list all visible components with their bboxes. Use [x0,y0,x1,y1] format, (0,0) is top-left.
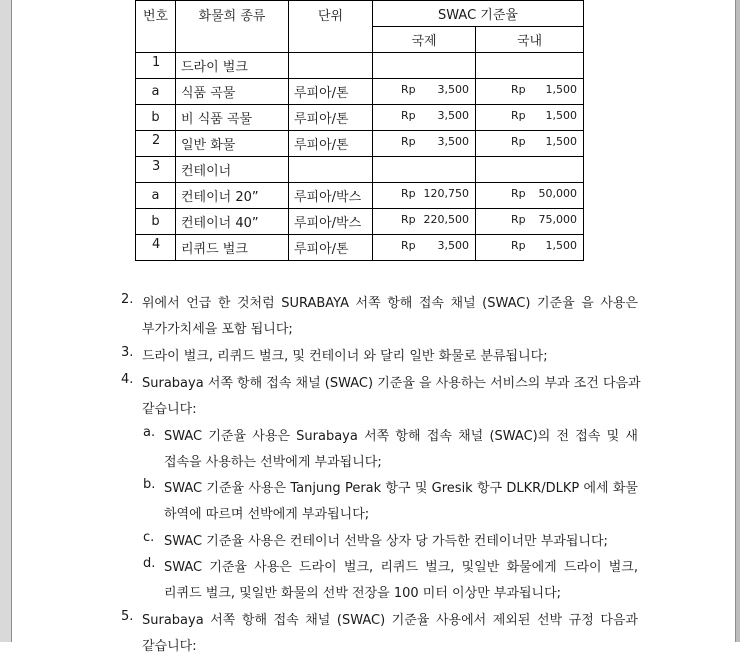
amount: 3,500 [437,135,469,148]
row-number: a [136,183,176,209]
row-number: a [136,79,176,105]
unit: 루피아/톤 [289,131,373,157]
sub-list-text: SWAC 기준율 사용은 드라이 벌크, 리퀴드 벌크, 및일반 화물에게 드라이 벌크, [164,560,638,575]
currency: Rp [401,187,416,200]
sub-list-text: 하역에 따르며 선박에게 부과됩니다; [164,507,370,522]
sub-list-text: 리퀴드 벌크, 및일반 화물의 선박 전장을 100 미터 이상만 부과됩니다; [164,586,562,601]
amount: 3,500 [437,239,469,252]
sub-list-text: 접속을 사용하는 선박에게 부과됩니다; [164,455,382,470]
list-item-text: 부가가치세을 포함 됩니다; [142,322,293,337]
currency: Rp [401,213,416,226]
unit: 루피아/톤 [289,235,373,261]
sub-list-text: SWAC 기준율 사용은 컨테이너 선박을 상자 당 가득한 컨테이너만 부과됩니다; [164,534,608,549]
cargo-type: 컨테이너 [176,157,289,183]
list-number: 4. [121,372,134,387]
header-cargo-type: 화물희 종류 [176,1,289,53]
amount: 220,500 [423,213,469,226]
cargo-type: 컨테이너 40” [176,209,289,235]
sub-list-text: SWAC 기준율 사용은 Surabaya 서쪽 항해 접속 채널 (SWAC)의 전 접속 및 새 [164,429,638,444]
currency: Rp [401,83,416,96]
amount: 1,500 [545,135,577,148]
list-item-text: 위에서 언급 한 것처럼 SURABAYA 서쪽 항해 접속 채널 (SWAC) 기준율 을 사용은 [142,296,638,311]
currency: Rp [511,187,526,200]
currency: Rp [511,239,526,252]
list-item-text: 같습니다: [142,639,197,654]
row-number: b [136,209,176,235]
header-swac-rate: SWAC 기준율 [373,1,584,27]
amount: 75,000 [538,213,577,226]
amount: 50,000 [538,187,577,200]
header-international: 국제 [373,27,476,53]
sub-list-letter: d. [143,556,156,571]
amount: 3,500 [437,109,469,122]
currency: Rp [511,83,526,96]
amount: 1,500 [545,83,577,96]
header-domestic: 국내 [476,27,584,53]
list-item-text: Surabaya 서쪽 항해 접속 채널 (SWAC) 기준율 사용에서 제외된 선박 규정 다음과 [142,613,638,628]
list-number: 5. [121,609,134,624]
cargo-type: 일반 화물 [176,131,289,157]
list-item-text: Surabaya 서쪽 항해 접속 채널 (SWAC) 기준율 을 사용하는 서비스의 부과 조건 다음과 [142,376,641,391]
cargo-type: 리퀴드 벌크 [176,235,289,261]
currency: Rp [401,109,416,122]
cargo-type: 비 식품 곡물 [176,105,289,131]
currency: Rp [511,109,526,122]
list-item-text: 같습니다: [142,402,197,417]
currency: Rp [401,135,416,148]
currency: Rp [511,213,526,226]
amount: 3,500 [437,83,469,96]
row-number: 3 [136,157,176,183]
amount: 120,750 [423,187,469,200]
cargo-type: 드라이 벌크 [176,53,289,79]
unit: 루피아/박스 [289,183,373,209]
amount: 1,500 [545,109,577,122]
row-number: b [136,105,176,131]
sub-list-text: SWAC 기준율 사용은 Tanjung Perak 항구 및 Gresik 항구 DLKR/DLKP 에세 화물 [164,481,638,496]
sub-list-letter: b. [143,477,156,492]
row-number: 4 [136,235,176,261]
currency: Rp [511,135,526,148]
unit: 루피아/박스 [289,209,373,235]
unit: 루피아/톤 [289,79,373,105]
list-number: 3. [121,345,134,360]
header-unit: 단위 [289,1,373,53]
amount: 1,500 [545,239,577,252]
list-item-text: 드라이 벌크, 리퀴드 벌크, 및 컨테이너 와 달리 일반 화물로 분류됩니다; [142,349,548,364]
sub-list-letter: a. [143,425,156,440]
sub-list-letter: c. [143,530,155,545]
currency: Rp [401,239,416,252]
cargo-type: 컨테이너 20” [176,183,289,209]
header-no: 번호 [136,1,176,53]
row-number: 2 [136,131,176,157]
cargo-type: 식품 곡물 [176,79,289,105]
unit: 루피아/톤 [289,105,373,131]
list-number: 2. [121,292,134,307]
row-number: 1 [136,53,176,79]
